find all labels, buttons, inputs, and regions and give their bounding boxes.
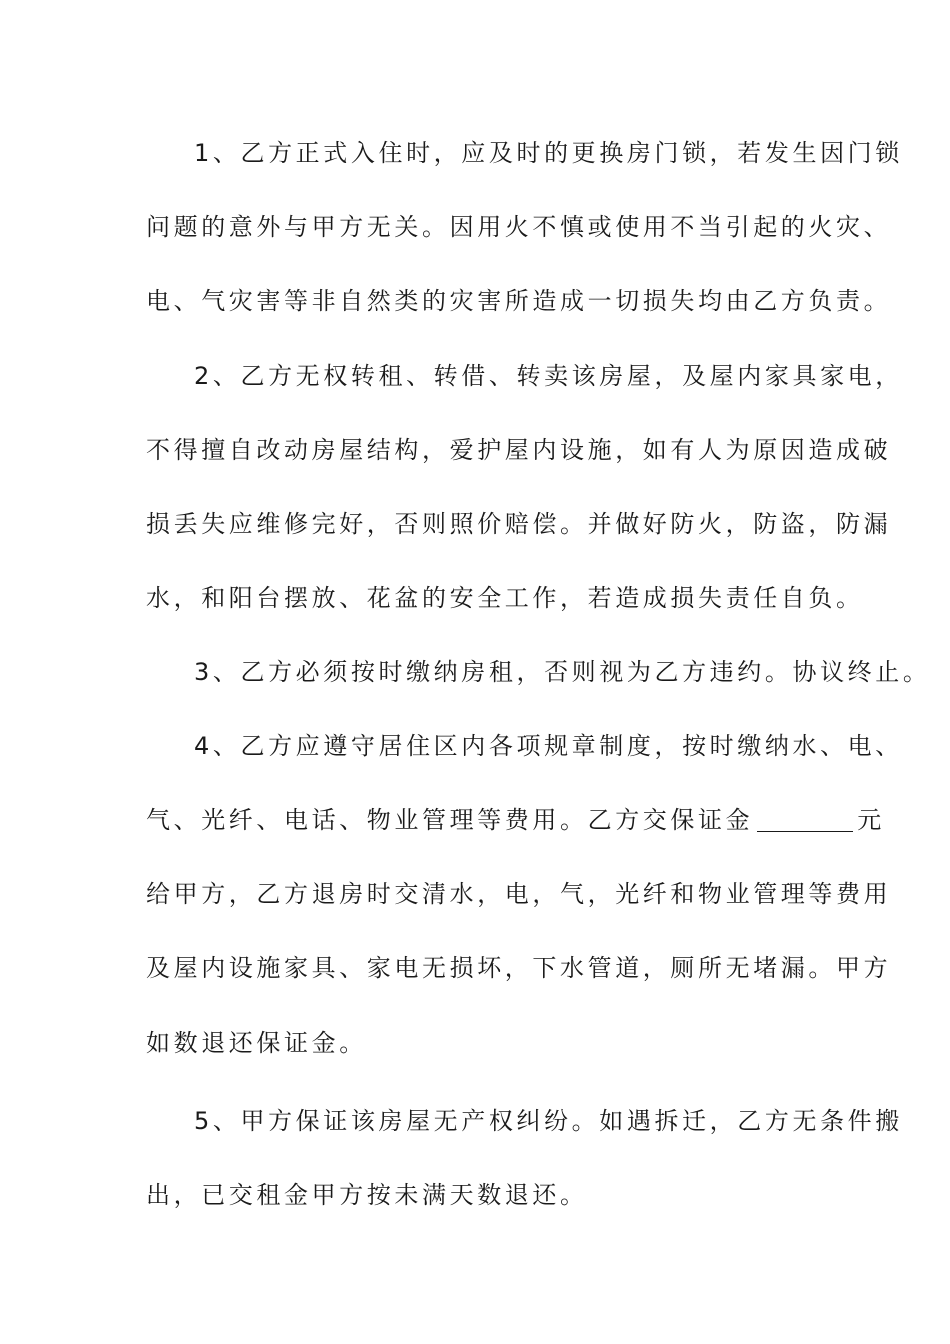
- clause-2-line-1: 2、乙方无权转租、转借、转卖该房屋，及屋内家具家电，: [194, 362, 903, 390]
- deposit-amount-blank: [757, 805, 853, 832]
- clause-2-line-3: 损丢失应维修完好，否则照价赔偿。并做好防火，防盗，防漏: [146, 510, 892, 538]
- clause-1-line-3: 电、气灾害等非自然类的灾害所造成一切损失均由乙方负责。: [146, 287, 892, 315]
- deposit-unit: 元: [857, 806, 885, 834]
- clause-4-line-2: [146, 800, 885, 840]
- clause-4-line-1: 4、乙方应遵守居住区内各项规章制度，按时缴纳水、电、: [194, 732, 903, 760]
- clause-4-line-2-text: 气、光纤、电话、物业管理等费用。乙方交保证金: [146, 806, 754, 834]
- clause-3-line-1: 3、乙方必须按时缴纳房租，否则视为乙方违约。协议终止。: [194, 658, 931, 686]
- clause-5-line-2: 出，已交租金甲方按未满天数退还。: [146, 1181, 588, 1209]
- clause-2-line-2: 不得擅自改动房屋结构，爱护屋内设施，如有人为原因造成破: [146, 436, 892, 464]
- clause-1-line-1: 1、乙方正式入住时，应及时的更换房门锁，若发生因门锁: [194, 139, 903, 167]
- clause-2-line-4: 水，和阳台摆放、花盆的安全工作，若造成损失责任自负。: [146, 584, 864, 612]
- clause-4-line-4: 及屋内设施家具、家电无损坏，下水管道，厕所无堵漏。甲方: [146, 954, 892, 982]
- clause-5-line-1: 5、甲方保证该房屋无产权纠纷。如遇拆迁，乙方无条件搬: [194, 1107, 903, 1135]
- clause-4-line-3: 给甲方，乙方退房时交清水，电，气，光纤和物业管理等费用: [146, 880, 892, 908]
- clause-1-line-2: 问题的意外与甲方无关。因用火不慎或使用不当引起的火灾、: [146, 213, 892, 241]
- clause-4-line-5: 如数退还保证金。: [146, 1029, 367, 1057]
